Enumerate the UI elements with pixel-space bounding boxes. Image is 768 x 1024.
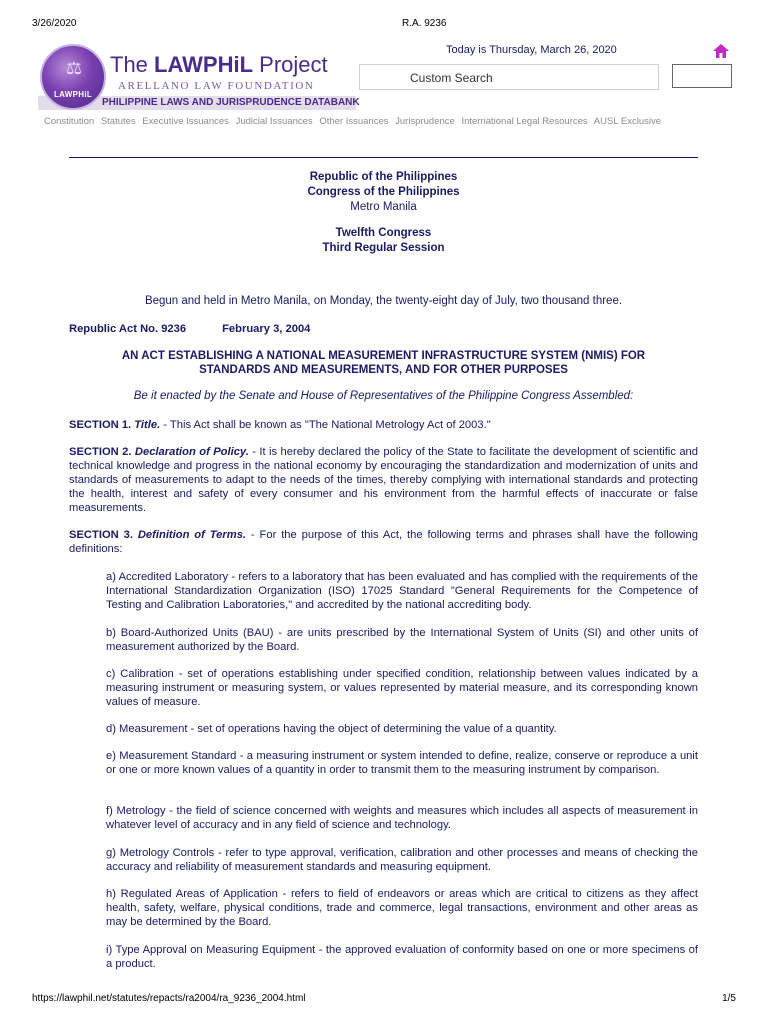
section-3 [69, 528, 698, 556]
section-1-number: SECTION 1. [69, 419, 132, 431]
definition-item: g) Metrology Controls - refer to type approval, verification, calibration and other processes and means of checking the accuracy and reliability of measurement standards and measuring equipment. [106, 847, 698, 873]
congress-line: Congress of the Philippines [307, 186, 460, 198]
nav-international-legal-resources[interactable]: International Legal Resources [461, 116, 588, 127]
section-2-text: - It is hereby declared the policy of the State to facilitate the development of scientific and technical knowledge and progress in the national economy by encouraging the standardization and modernization of units and standards of measurements to adapt to the needs of the times, thereby complying with international standards and protecting the health, interest and safety of every consumer and his environment from the harmful effects of inaccurate or false measurements. [69, 446, 699, 514]
logo-title: The LAWPHiL Project [110, 52, 328, 77]
session-line: Third Regular Session [322, 242, 445, 254]
nav-judicial-issuances[interactable]: Judicial Issuances [235, 116, 313, 127]
nav-other-issuances[interactable]: Other Issuances [319, 116, 389, 127]
act-number: Republic Act No. 9236 [69, 323, 187, 335]
nav-executive-issuances[interactable]: Executive Issuances [142, 116, 229, 127]
act-number-line [69, 322, 698, 336]
begun-line: Begun and held in Metro Manila, on Monday, the twenty-eight day of July, two thousand three. [144, 295, 623, 307]
nav-statutes[interactable]: Statutes [100, 116, 136, 127]
search-button[interactable] [672, 64, 732, 88]
section-3-title: Definition of Terms. [137, 529, 247, 541]
act-date: February 3, 2004 [222, 323, 311, 335]
divider [69, 157, 698, 158]
definition-item: b) Board-Authorized Units (BAU) - are units prescribed by the International System of Units (SI) and other units of measurement authorized by the Board. [106, 627, 698, 653]
home-icon[interactable] [713, 44, 729, 58]
section-1-text: - This Act shall be known as "The National Metrology Act of 2003." [160, 419, 491, 431]
section-2-title: Declaration of Policy. [134, 446, 249, 458]
section-1 [69, 418, 698, 432]
search-input[interactable]: Custom Search [359, 64, 659, 90]
print-url: https://lawphil.net/statutes/repacts/ra2004/ra_9236_2004.html [32, 993, 306, 1004]
definition-item: i) Type Approval on Measuring Equipment - the approved evaluation of conformity based on one or more specimens of a product. [106, 944, 698, 970]
definition-item: d) Measurement - set of operations having the object of determining the value of a quantity. [106, 723, 557, 735]
nav-constitution[interactable]: Constitution [44, 116, 95, 127]
scales-icon: ⚖ [65, 58, 83, 78]
definition-item: a) Accredited Laboratory - refers to a laboratory that has been evaluated and has complied with the requirements of the International Standardization Organization (ISO) 17025 Standard "General Requirements for the Competence of Testing and Calibration Laboratories," and accredited by the national accrediting body. [106, 571, 698, 611]
section-2 [69, 445, 698, 515]
congress-number: Twelfth Congress [335, 227, 432, 239]
print-page-number: 1/5 [722, 993, 736, 1004]
section-3-number: SECTION 3. [69, 529, 133, 541]
databank-name: PHILIPPINE LAWS AND JURISPRUDENCE DATABANK [102, 97, 360, 108]
lawphil-logo[interactable] [36, 38, 360, 114]
location-line: Metro Manila [350, 201, 417, 213]
print-date: 3/26/2020 [32, 18, 77, 29]
act-title: AN ACT ESTABLISHING A NATIONAL MEASUREMENT INFRASTRUCTURE SYSTEM (NMIS) FOR STANDARDS AND MEASUREMENTS, AND FOR OTHER PURPOSES [121, 350, 646, 376]
seal-text: LAWPHiL [53, 90, 93, 99]
section-1-title: Title. [134, 419, 161, 431]
definition-item: c) Calibration - set of operations establishing under specified condition, relationship between values indicated by a measuring instrument or measuring system, or values represented by material measure, and its corresponding known values of measure. [106, 668, 698, 708]
enacting-clause: Be it enacted by the Senate and House of Representatives of the Philippine Congress Assembled: [133, 390, 634, 402]
foundation-name: ARELLANO LAW FOUNDATION [118, 80, 315, 92]
section-3-text: - For the purpose of this Act, the following terms and phrases shall have the following definitions: [69, 529, 698, 555]
nav-jurisprudence[interactable]: Jurisprudence [395, 116, 455, 127]
republic-line: Republic of the Philippines [309, 171, 458, 183]
today-date: Today is Thursday, March 26, 2020 [446, 44, 617, 56]
print-title: R.A. 9236 [402, 18, 447, 29]
definition-item: e) Measurement Standard - a measuring instrument or system intended to define, realize, conserve or reproduce a unit or one or more known values of a quantity in order to transmit them to the measuring instrument by comparison. [106, 750, 698, 776]
seal-icon [40, 44, 106, 110]
nav-ausl-exclusive[interactable]: AUSL Exclusive [593, 116, 662, 127]
main-nav [44, 116, 734, 127]
definition-item: f) Metrology - the field of science concerned with weights and measures which includes all aspects of measurement in whatever level of accuracy and in any field of science and technology. [106, 805, 698, 831]
section-2-number: SECTION 2. [69, 446, 132, 458]
definition-item: h) Regulated Areas of Application - refers to field of endeavors or areas which are critical to citizens as they affect health, safety, welfare, physical conditions, trade and commerce, legal transactions, environment and other areas as may be determined by the Board. [106, 888, 698, 928]
